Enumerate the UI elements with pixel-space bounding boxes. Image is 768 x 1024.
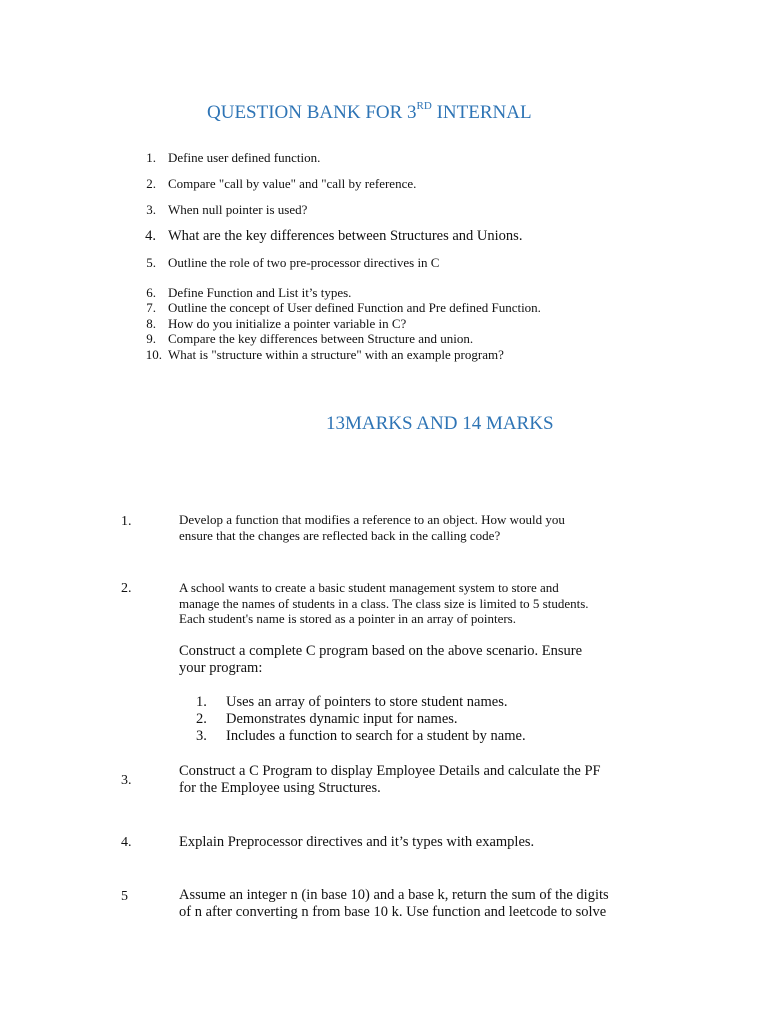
question-text: Define Function and List it’s types. xyxy=(168,285,352,300)
question-number: 8. xyxy=(146,316,156,331)
question-text: Define user defined function. xyxy=(168,150,321,165)
question-text: What are the key differences between Structures and Unions. xyxy=(168,228,523,244)
sub-item xyxy=(196,728,526,745)
title-suffix: INTERNAL xyxy=(431,102,532,123)
sub-item xyxy=(196,711,526,728)
question-text: When null pointer is used? xyxy=(168,202,308,217)
section-heading: 13MARKS AND 14 MARKS xyxy=(326,413,554,434)
question-line: your program: xyxy=(179,660,263,676)
question-line: Develop a function that modifies a reference to an object. How would you xyxy=(179,512,565,527)
question-instruction xyxy=(179,643,582,677)
question-text: How do you initialize a pointer variable in C? xyxy=(168,316,407,331)
question-text: What is "structure within a structure" with an example program? xyxy=(168,347,504,362)
question-text: Outline the concept of User defined Function and Pre defined Function. xyxy=(168,300,541,315)
question-line: Construct a complete C program based on the above scenario. Ensure xyxy=(179,643,583,659)
question-text: Compare the key differences between Structure and union. xyxy=(168,331,474,346)
question-number: 1. xyxy=(146,150,156,165)
question-text: Compare "call by value" and "call by reference. xyxy=(168,176,417,191)
question-text: Outline the role of two pre-processor directives in C xyxy=(168,255,440,270)
question-number: 6. xyxy=(146,285,156,300)
question-number: 3. xyxy=(121,773,132,788)
question-number: 9. xyxy=(146,331,156,346)
question-line: Assume an integer n (in base 10) and a base k, return the sum of the digits xyxy=(179,887,609,903)
sub-item-number: 1. xyxy=(196,694,207,710)
question-text xyxy=(179,580,589,627)
question-line: manage the names of students in a class. The class size is limited to 5 students. xyxy=(179,595,589,611)
title-prefix: QUESTION BANK FOR 3 xyxy=(207,102,417,123)
question-line: Explain Preprocessor directives and it’s types with examples. xyxy=(179,834,535,850)
question-number: 2. xyxy=(121,581,132,596)
question-number: 1. xyxy=(121,514,132,529)
question-number: 4. xyxy=(145,228,156,244)
question-text xyxy=(179,512,565,543)
question-number: 5 xyxy=(121,889,128,904)
question-text xyxy=(179,887,609,921)
question-number: 2. xyxy=(146,176,156,191)
sub-item xyxy=(196,694,526,711)
title-superscript: RD xyxy=(416,100,432,112)
question-line: A school wants to create a basic student management system to store and xyxy=(179,580,559,595)
question-line: of n after converting n from base 10 k. Use function and leetcode to solve xyxy=(179,904,607,920)
question-number: 3. xyxy=(146,202,156,217)
sub-item-text: Demonstrates dynamic input for names. xyxy=(226,711,458,727)
question-number: 5. xyxy=(146,255,156,270)
question-text xyxy=(179,763,601,797)
sub-item-list xyxy=(196,694,526,745)
question-line: for the Employee using Structures. xyxy=(179,780,381,796)
page-title xyxy=(207,102,532,124)
question-line: Each student's name is stored as a pointer in an array of pointers. xyxy=(179,611,516,626)
question-line: Construct a C Program to display Employee Details and calculate the PF xyxy=(179,763,601,779)
question-number: 4. xyxy=(121,835,132,850)
sub-item-text: Uses an array of pointers to store student names. xyxy=(226,694,508,710)
sub-item-number: 2. xyxy=(196,711,207,727)
sub-item-number: 3. xyxy=(196,728,207,744)
question-number: 10. xyxy=(145,347,162,362)
question-number: 7. xyxy=(146,300,156,315)
question-text xyxy=(179,834,534,851)
question-line: ensure that the changes are reflected back in the calling code? xyxy=(179,527,501,543)
sub-item-text: Includes a function to search for a student by name. xyxy=(226,728,526,744)
